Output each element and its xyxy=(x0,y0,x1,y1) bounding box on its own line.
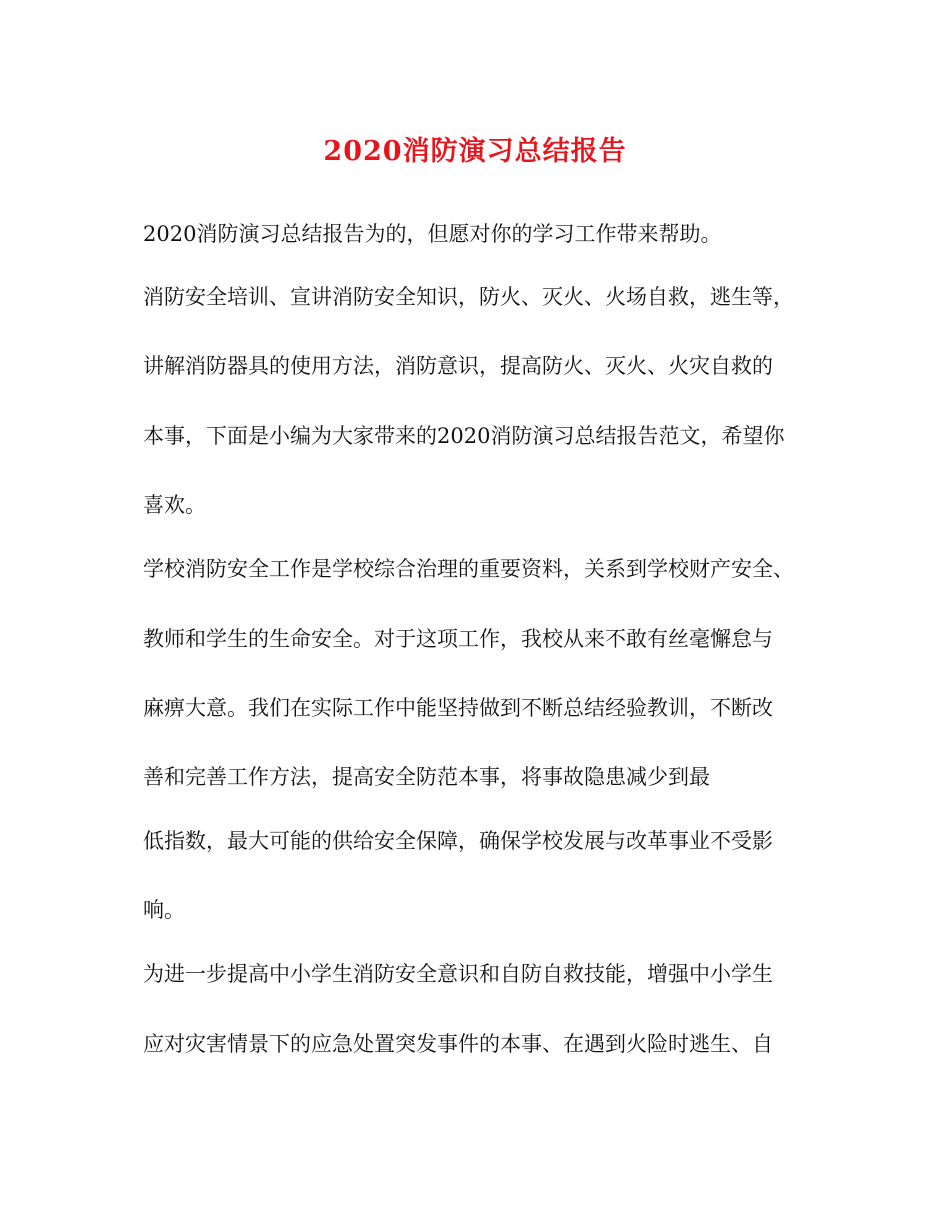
text-line-6: 学校消防安全工作是学校综合治理的重要资料，关系到学校财产安全、 xyxy=(143,557,794,581)
text-line-2: 消防安全培训、宣讲消防安全知识，防火、灭火、火场自救，逃生等， xyxy=(143,285,794,309)
text-line-11: 响。 xyxy=(143,898,185,922)
text-line-7: 教师和学生的生命安全。对于这项工作，我校从来不敢有丝毫懈怠与 xyxy=(143,627,773,651)
text-line-9: 善和完善工作方法，提高安全防范本事，将事故隐患减少到最 xyxy=(143,765,710,789)
text-line-10: 低指数，最大可能的供给安全保障，确保学校发展与改革事业不受影 xyxy=(143,829,773,853)
text-line-1: 2020消防演习总结报告为的，但愿对你的学习工作带来帮助。 xyxy=(143,222,722,246)
text-line-8: 麻痹大意。我们在实际工作中能坚持做到不断总结经验教训，不断改 xyxy=(143,696,773,720)
text-line-5: 喜欢。 xyxy=(143,493,206,517)
text-line-3: 讲解消防器具的使用方法，消防意识，提高防火、灭火、火灾自救的 xyxy=(143,354,773,378)
text-line-4: 本事，下面是小编为大家带来的2020消防演习总结报告范文，希望你 xyxy=(143,424,785,448)
text-line-12: 为进一步提高中小学生消防安全意识和自防自救技能，增强中小学生 xyxy=(143,962,773,986)
text-line-13: 应对灾害情景下的应急处置突发事件的本事、在遇到火险时逃生、自 xyxy=(143,1032,773,1056)
page-title: 2020消防演习总结报告 xyxy=(323,136,627,167)
